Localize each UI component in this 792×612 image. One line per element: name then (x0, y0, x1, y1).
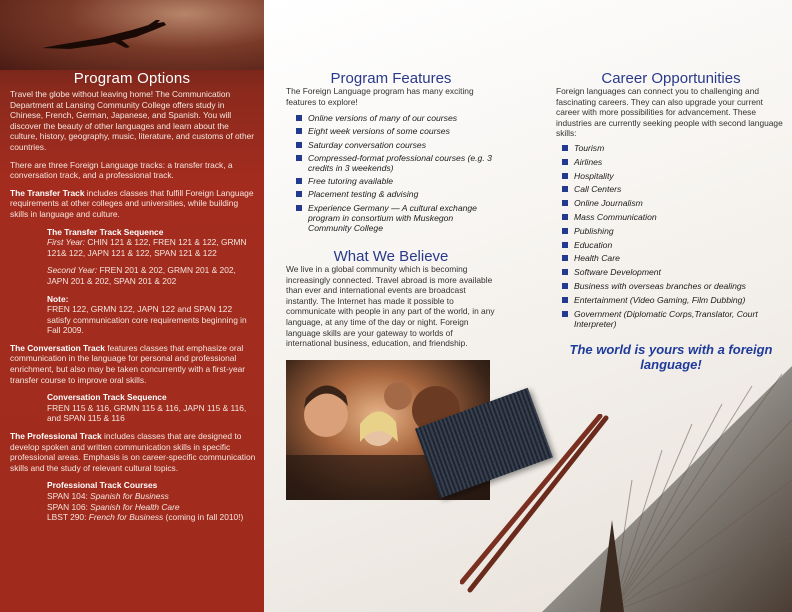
program-options-heading: Program Options (73, 70, 191, 87)
professional-course-1: SPAN 104: Spanish for Business (47, 491, 169, 501)
list-item: Saturday conversation courses (296, 140, 496, 150)
features-list (286, 113, 496, 233)
transfer-track-paragraph (10, 188, 258, 220)
list-item: Call Centers (562, 184, 786, 194)
conversation-track-paragraph (10, 343, 258, 385)
transfer-sequence-title: The Transfer Track Sequence (47, 226, 164, 237)
list-item: Hospitality (562, 171, 786, 181)
careers-intro: Foreign languages can connect you to challenging and fascinating careers. They can also upgrade your current career with more possibilities for advancement. These industries are currently seeking people with second language skills: (556, 86, 783, 139)
list-item: Online Journalism (562, 198, 786, 208)
tracks-paragraph: There are three Foreign Language tracks: a transfer track, a conversation track, and a professional track. (10, 159, 233, 181)
second-year-line (47, 265, 258, 286)
list-item: Health Care (562, 253, 786, 263)
second-year-courses: FREN 201 & 202, GRMN 201 & 202, JAPN 201 & 202, SPAN 201 & 202 (47, 265, 236, 286)
conversation-sequence-title: Conversation Track Sequence (47, 392, 167, 403)
list-item: Airlines (562, 157, 786, 167)
transfer-track-lead: The Transfer Track (10, 187, 85, 198)
list-item: Online versions of many of our courses (296, 113, 496, 123)
list-item: Government (Diplomatic Corps,Translator, Court Interpreter) (562, 309, 786, 329)
chopsticks (460, 414, 610, 594)
professional-courses-title: Professional Track Courses (47, 480, 158, 491)
careers-list (556, 143, 786, 329)
tagline: The world is yours with a foreign language! (569, 342, 773, 372)
program-features-section (286, 86, 496, 236)
list-item: Software Development (562, 267, 786, 277)
list-item: Free tutoring available (296, 176, 496, 186)
professional-course-3: LBST 290: French for Business (coming in fall 2010!) (47, 512, 244, 523)
transfer-sequence (47, 227, 258, 336)
professional-track-text: includes classes that are designed to develop spoken and written communication skills in specific professional areas. Emphasis is on career-specific communication skills and the study of relevant cultural topics. (10, 431, 256, 473)
list-item: Placement testing & advising (296, 189, 496, 199)
professional-course-2: SPAN 106: Spanish for Health Care (47, 501, 180, 512)
second-year-label: Second Year: (47, 265, 98, 276)
list-item: Mass Communication (562, 212, 786, 222)
professional-courses (47, 480, 258, 522)
list-item: Business with overseas branches or dealings (562, 281, 786, 291)
list-item: Compressed-format professional courses (e.g. 3 credits in 3 weekends) (296, 153, 496, 173)
what-we-believe-text: We live in a global community which is becoming increasingly connected. Travel abroad is more available than ever and international events are broadcast instantly. The Internet has made it possible to communicate with people in any part of the world, in any language, at any time of the day or night. Foreign language skills are your gateway to worlds of international business, education, and friendship. (286, 264, 495, 349)
note-text: FREN 122, GRMN 122, JAPN 122 and SPAN 122 satisfy communication core requirements beginning in Fall 2009. (47, 304, 247, 336)
first-year-courses: CHIN 121 & 122, FREN 121 & 122, GRMN 121& 122, JAPN 121 & 122, SPAN 121 & 122 (47, 237, 247, 258)
transfer-track-text: includes classes that fulfill Foreign Language requirements at other colleges and universities, while building skills in language and culture. (10, 187, 254, 219)
note-title: Note: (47, 293, 69, 304)
list-item: Eight week versions of some courses (296, 126, 496, 136)
conversation-track-text: features classes that emphasize oral communication in the language for personal and professional enrichment, but also may be taken concurrently with a first-year transfer course to improve oral skills. (10, 342, 246, 385)
first-year-label: First Year: (47, 237, 86, 248)
conversation-sequence (47, 392, 258, 424)
airplane-silhouette (40, 18, 170, 58)
intro-paragraph: Travel the globe without leaving home! The Communication Department at Lansing Community College offers study in Chinese, French, German, Japanese, and Spanish. You will discover the beauty of other languages and learn about the culture, history, geography, music, literature, and customs of other countries. (10, 89, 255, 152)
list-item: Publishing (562, 226, 786, 236)
list-item: Entertainment (Video Gaming, Film Dubbing) (562, 295, 786, 305)
list-item: Tourism (562, 143, 786, 153)
professional-track-lead: The Professional Track (10, 431, 102, 442)
first-year-line (47, 237, 258, 258)
conversation-track-lead: The Conversation Track (10, 342, 105, 353)
list-item: Experience Germany — A cultural exchange program in consortium with Muskegon Community College (296, 203, 496, 234)
program-options-panel (0, 0, 264, 612)
career-opportunities-heading: Career Opportunities (601, 70, 741, 87)
program-options-body (10, 89, 258, 530)
what-we-believe-heading: What We Believe (333, 248, 449, 265)
features-intro: The Foreign Language program has many exciting features to explore! (286, 86, 474, 107)
list-item: Education (562, 240, 786, 250)
career-opportunities-section (556, 86, 786, 333)
conversation-sequence-courses: FREN 115 & 116, GRMN 115 & 116, JAPN 115 & 116, and SPAN 115 & 116 (47, 402, 247, 424)
program-features-heading: Program Features (330, 70, 452, 87)
professional-track-paragraph (10, 431, 258, 473)
